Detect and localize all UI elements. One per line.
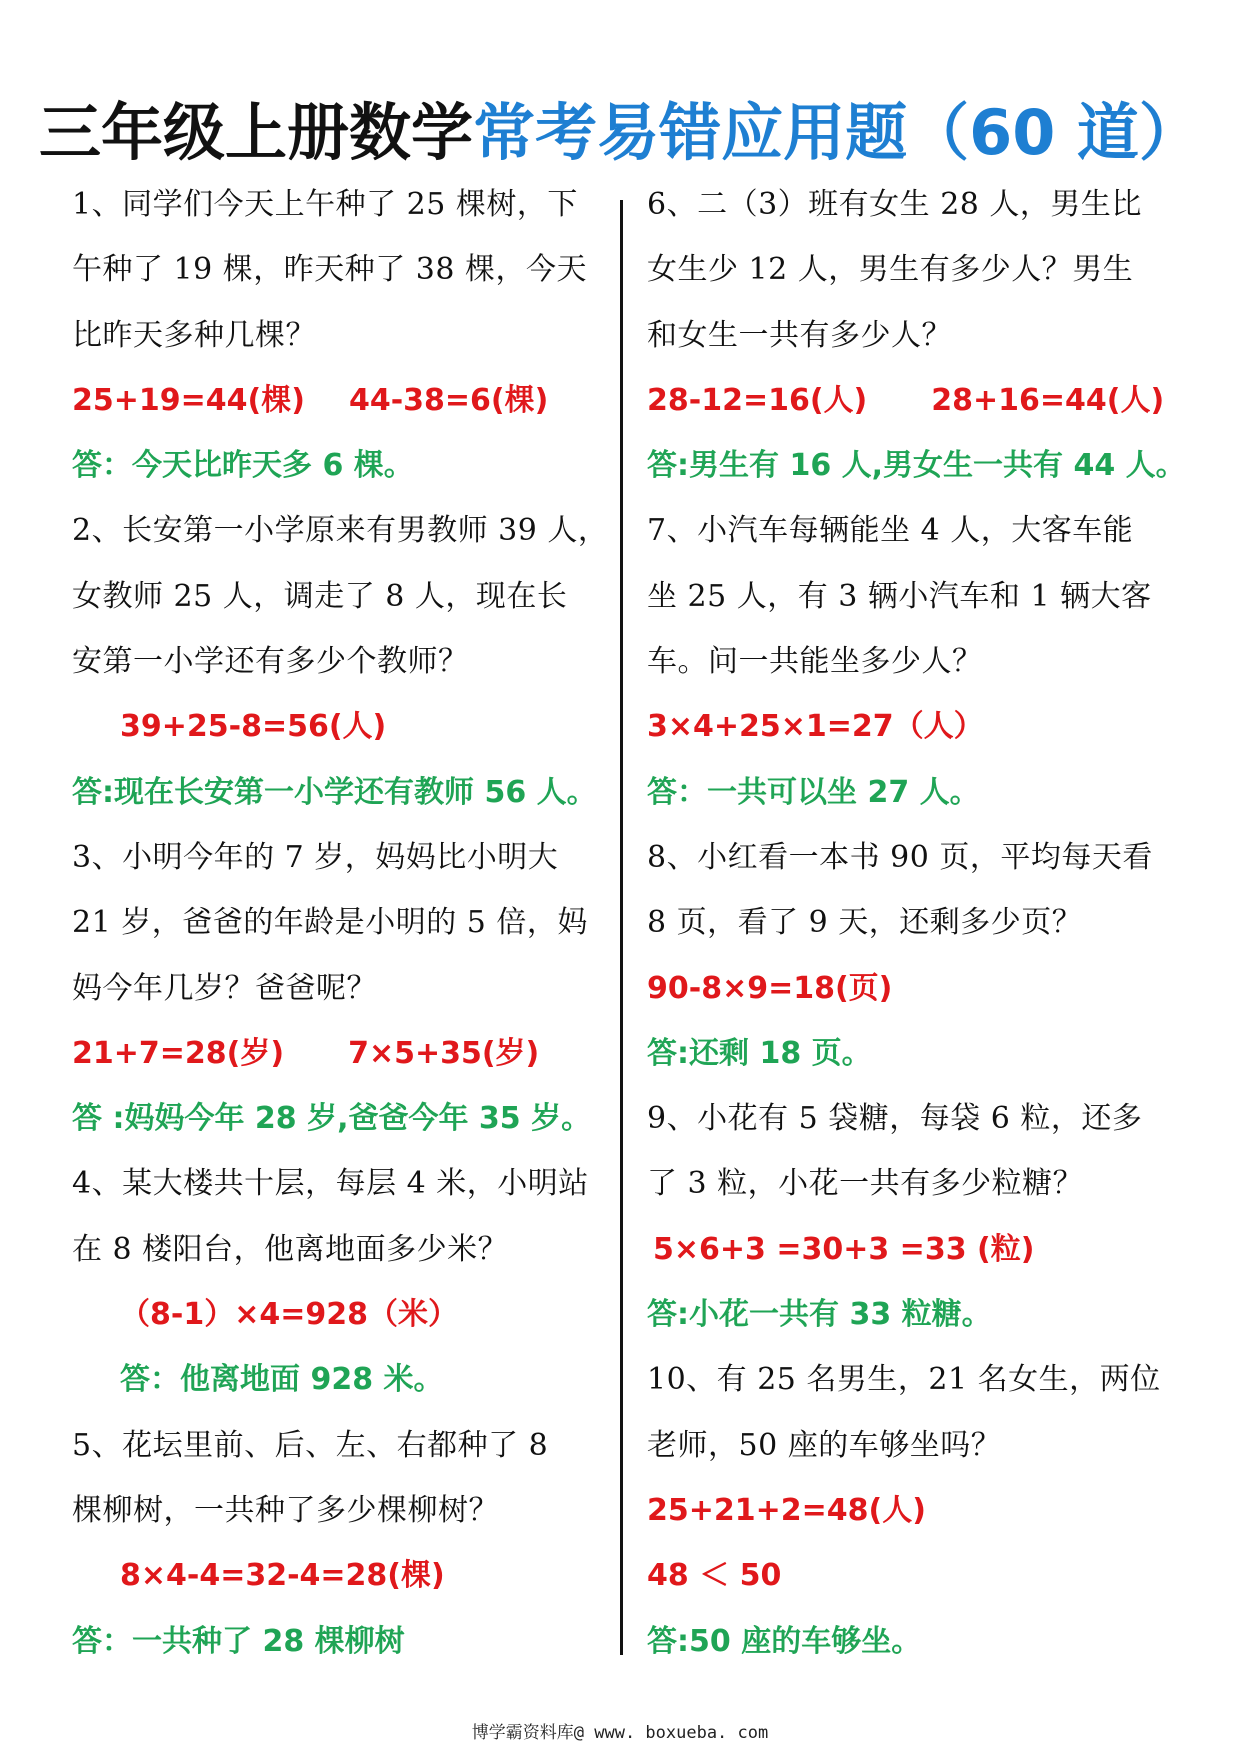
- problem-6-answer: 答:男生有 16 人,男女生一共有 44 人。: [647, 448, 1186, 484]
- problem-6-calculation: [647, 368, 1187, 433]
- problem-1-line-1: 1、同学们今天上午种了 25 棵树，下: [72, 187, 578, 222]
- problem-6-line-2: 女生少 12 人，男生有多少人？男生: [647, 252, 1134, 288]
- problem-7-line-2: 坐 25 人，有 3 辆小汽车和 1 辆大客: [647, 578, 1152, 614]
- problem-1-line-3: 比昨天多种几棵？: [72, 317, 316, 353]
- problem-10-comparison: 48 ＜ 50: [647, 1558, 782, 1594]
- problem-2-answer: 答:现在长安第一小学还有教师 56 人。: [72, 774, 597, 810]
- problem-8-answer: 答:还剩 18 页。: [647, 1035, 872, 1071]
- problem-3-calculation: [72, 1021, 612, 1086]
- column-divider: [620, 200, 623, 1655]
- problem-1-line-2: 午种了 19 棵，昨天种了 38 棵，今天: [72, 252, 587, 288]
- problem-9-answer: 答:小花一共有 33 粒糖。: [647, 1297, 992, 1333]
- problem-5-calculation: 8×4-4=32-4=28(棵): [120, 1558, 445, 1594]
- right-column: [647, 172, 1187, 1674]
- problem-6-calc-step-1: 28-12=16(人): [647, 382, 868, 418]
- left-column: [72, 172, 612, 1674]
- problem-10-line-1: 10、有 25 名男生，21 名女生，两位: [647, 1362, 1161, 1398]
- problem-7-line-3: 车。问一共能坐多少人？: [647, 644, 983, 680]
- problem-9-line-1: 9、小花有 5 袋糖，每袋 6 粒，还多: [647, 1101, 1143, 1137]
- problem-4-answer: 答：他离地面 928 米。: [120, 1362, 444, 1398]
- problem-6-line-3: 和女生一共有多少人？: [647, 317, 952, 353]
- problem-7-line-1: 7、小汽车每辆能坐 4 人，大客车能: [647, 513, 1134, 549]
- problem-7-answer: 答：一共可以坐 27 人。: [647, 774, 980, 810]
- problem-5-line-1: 5、花坛里前、后、左、右都种了 8: [72, 1427, 549, 1463]
- problem-1-calc-step-2: 44-38=6(棵): [348, 382, 549, 418]
- problem-4-calculation: （8-1）×4=928（米）: [120, 1297, 458, 1333]
- problem-10-line-2: 老师，50 座的车够坐吗？: [647, 1427, 1002, 1463]
- problem-4-line-1: 4、某大楼共十层，每层 4 米，小明站: [72, 1166, 589, 1202]
- problem-6-calc-step-2: 28+16=44(人): [931, 382, 1165, 418]
- problem-9-calculation: 5×6+3 =30+3 =33 (粒): [653, 1231, 1035, 1267]
- problem-1-calc-step-1: 25+19=44(棵): [72, 382, 305, 418]
- problem-10-calculation: 25+21+2=48(人): [647, 1492, 926, 1528]
- problem-3-line-2: 21 岁，爸爸的年龄是小明的 5 倍，妈: [72, 905, 588, 941]
- footer-watermark: 博学霸资料库@ www. boxueba. com: [471, 1723, 769, 1743]
- problem-8-calculation: 90-8×9=18(页): [647, 970, 893, 1006]
- problem-8-line-2: 8 页，看了 9 天，还剩多少页？: [647, 905, 1083, 941]
- problem-3-line-1: 3、小明今年的 7 岁，妈妈比小明大: [72, 839, 559, 875]
- title-part-grade: 三年级上册数学: [39, 96, 474, 169]
- problem-2-line-1: 2、长安第一小学原来有男教师 39 人，: [72, 513, 609, 549]
- problem-3-calc-step-2: 7×5+35(岁): [348, 1035, 540, 1071]
- problem-7-calculation: 3×4+25×1=27（人）: [647, 709, 984, 745]
- title-part-topic: 常考易错应用题（60 道）: [473, 96, 1201, 169]
- problem-2-line-2: 女教师 25 人，调走了 8 人，现在长: [72, 578, 568, 614]
- problem-2-line-3: 安第一小学还有多少个教师？: [72, 644, 469, 680]
- problem-3-answer: 答 :妈妈今年 28 岁,爸爸今年 35 岁。: [72, 1101, 592, 1137]
- problem-8-line-1: 8、小红看一本书 90 页，平均每天看: [647, 839, 1153, 875]
- problem-3-calc-step-1: 21+7=28(岁): [72, 1035, 285, 1071]
- problem-3-line-3: 妈今年几岁？爸爸呢？: [72, 970, 377, 1006]
- problem-2-calculation: 39+25-8=56(人): [120, 709, 387, 745]
- problem-5-answer: 答：一共种了 28 棵柳树: [72, 1623, 405, 1659]
- problem-6-line-1: 6、二（3）班有女生 28 人，男生比: [647, 187, 1142, 222]
- problem-1-calculation: [72, 368, 612, 433]
- problem-4-line-2: 在 8 楼阳台，他离地面多少米？: [72, 1231, 509, 1267]
- problem-9-line-2: 了 3 粒，小花一共有多少粒糖？: [647, 1166, 1084, 1202]
- problem-1-answer: 答：今天比昨天多 6 棵。: [72, 448, 414, 484]
- problem-10-answer: 答:50 座的车够坐。: [647, 1623, 922, 1659]
- problem-5-line-2: 棵柳树，一共种了多少棵柳树？: [72, 1492, 499, 1528]
